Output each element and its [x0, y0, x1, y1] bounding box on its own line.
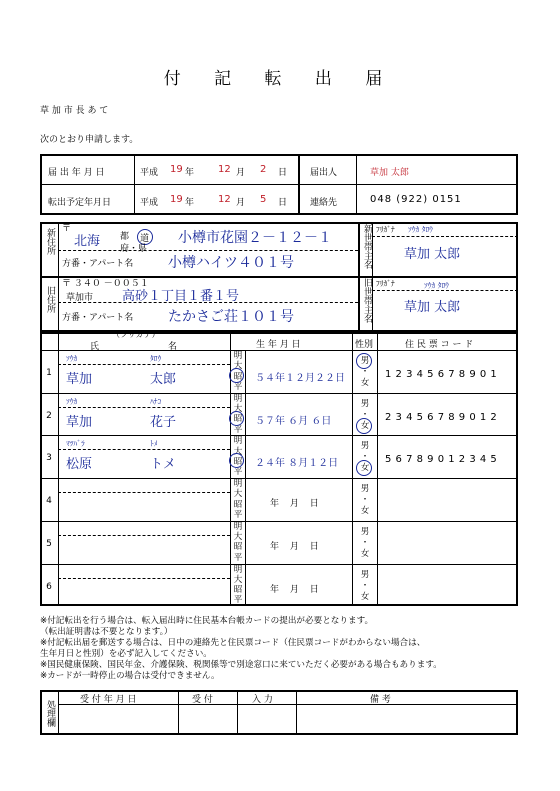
postal-mark: 〒	[62, 224, 72, 234]
note-4: 生年月日と性別）を必ず記入してください。	[40, 649, 212, 659]
sex-circle-mark	[356, 418, 372, 434]
note-2: （転出証明書は不要となります。）	[40, 627, 173, 637]
mei-header: 名	[168, 342, 178, 352]
era-option[interactable]: 昭	[233, 457, 243, 467]
era-option[interactable]: 大	[233, 532, 243, 543]
row-number: 6	[46, 581, 52, 592]
request-text: 次のとおり申請します。	[40, 135, 139, 145]
note-6: ※カードが一時停止の場合は受付できません。	[40, 671, 220, 681]
era-option[interactable]: 明	[233, 479, 243, 490]
sex-option[interactable]: 男	[360, 569, 370, 580]
era-option[interactable]: 大	[233, 489, 243, 500]
processing-col-input: 入 力	[252, 695, 273, 705]
surname[interactable]: 草加	[66, 372, 93, 387]
day-unit-2: 日	[278, 198, 288, 208]
surname-kana[interactable]: ﾏﾂﾊﾞﾗ	[66, 439, 85, 449]
sex-option[interactable]: 女	[360, 506, 370, 517]
sex-option[interactable]: 男	[360, 526, 370, 537]
old-postal[interactable]: 〒 ３４０ －００５１	[62, 279, 149, 289]
kana-divider	[58, 449, 230, 450]
out-year[interactable]: 19	[170, 194, 183, 205]
sex-option[interactable]: ・	[360, 495, 370, 506]
old-head-label: 旧世帯主名	[362, 278, 372, 323]
processing-label: 処理欄	[45, 700, 55, 727]
sex-option[interactable]: 女	[360, 591, 370, 602]
furigana-label-2: ﾌﾘｶﾞﾅ	[376, 279, 395, 288]
era-option[interactable]: 明	[233, 393, 243, 404]
birth-date-blank[interactable]: 年 月 日	[270, 584, 319, 595]
processing-col-date: 受 付 年 月 日	[80, 695, 137, 705]
notifier-label: 届出人	[310, 168, 338, 178]
era-label: 平成	[140, 168, 159, 178]
furigana-label: ﾌﾘｶﾞﾅ	[376, 225, 395, 234]
sex-option[interactable]: 男	[360, 356, 370, 366]
row-divider	[40, 435, 518, 436]
old-bldg[interactable]: たかさご荘１０１号	[168, 309, 294, 325]
kana-divider	[58, 535, 230, 536]
row-number: 4	[46, 496, 52, 507]
code-header: 住 民 票 コ ー ド	[405, 340, 474, 350]
era-option[interactable]: 平	[233, 595, 243, 606]
era-option[interactable]: 大	[233, 404, 243, 414]
processing-col-receipt: 受 付	[192, 695, 213, 705]
kana-divider	[58, 578, 230, 579]
era-option[interactable]: 明	[233, 436, 243, 447]
contact-value[interactable]: 048 (922) 0151	[370, 194, 462, 205]
furigana-header: （フリガナ）	[112, 330, 160, 339]
sex-option[interactable]: 男	[360, 441, 370, 452]
shi-header: 氏	[90, 342, 100, 352]
old-city-prefix: 草加市	[66, 293, 94, 303]
month-unit-2: 月	[236, 198, 246, 208]
surname[interactable]: 松原	[66, 457, 93, 473]
day-unit: 日	[278, 168, 288, 178]
resident-code[interactable]: 5 6 7 8 9 0 1 2 3 4 5	[385, 454, 498, 466]
row-number: 2	[46, 410, 52, 421]
resident-code[interactable]: 2 3 4 5 6 7 8 9 0 1 2	[385, 411, 498, 423]
contact-label: 連絡先	[310, 198, 338, 208]
era-option[interactable]: 昭	[233, 371, 243, 382]
row-number: 3	[46, 453, 52, 464]
new-head-label: 新世帯主名	[362, 224, 372, 269]
era-circle-mark	[229, 411, 244, 426]
surname-kana[interactable]: ｿｳｶ	[66, 354, 78, 363]
addressee: 草 加 市 長 あ て	[40, 106, 109, 116]
notify-year[interactable]: 19	[170, 164, 183, 175]
era-option[interactable]: 明	[233, 351, 243, 361]
row-divider	[40, 564, 518, 565]
out-day[interactable]: 5	[260, 194, 267, 205]
era-option[interactable]: 昭	[233, 414, 243, 425]
old-address[interactable]: 高砂１丁目１番１号	[122, 289, 240, 304]
row-number: 5	[46, 538, 52, 549]
era-option[interactable]: 平	[233, 424, 243, 435]
sex-option[interactable]: 女	[360, 548, 370, 559]
birth-header: 生 年 月 日	[256, 340, 301, 350]
sex-option[interactable]: ・	[360, 409, 370, 420]
row-divider	[40, 521, 518, 522]
year-unit-2: 年	[185, 198, 195, 208]
note-1: ※付記転出を行う場合は、転入届出時に住民基本台帳カードの提出が必要となります。	[40, 616, 374, 626]
era-option[interactable]: 昭	[233, 542, 243, 553]
era-option[interactable]: 平	[233, 381, 243, 392]
sex-option[interactable]: 女	[360, 378, 370, 388]
birth-date-blank[interactable]: 年 月 日	[270, 541, 319, 552]
surname-kana[interactable]: ｿｳｶ	[66, 396, 78, 406]
row-divider	[40, 393, 518, 394]
note-5: ※国民健康保険、国民年金、介護保険、税関係等で別途窓口に来ていただく必要がある場合もあります。	[40, 660, 442, 670]
out-month[interactable]: 12	[218, 194, 231, 205]
birth-date-blank[interactable]: 年 月 日	[270, 499, 319, 510]
birth-date[interactable]: ５７年 ６月 ６日	[255, 415, 332, 427]
given-kana[interactable]: ﾊﾅｺ	[150, 396, 162, 406]
old-head-name[interactable]: 草加 太郎	[404, 300, 461, 315]
kana-divider	[58, 407, 230, 408]
resident-code[interactable]: 1 2 3 4 5 6 7 8 9 0 1	[385, 369, 498, 380]
given-kana[interactable]: ﾄﾒ	[150, 439, 158, 449]
sex-option[interactable]: 男	[360, 484, 370, 495]
old-head-furigana[interactable]: ｿｳｶ ﾀﾛｳ	[424, 281, 449, 290]
kana-divider	[58, 364, 230, 365]
era-option[interactable]: 大	[233, 361, 243, 372]
birth-date[interactable]: ５４年１２月２２日	[255, 373, 345, 384]
sex-option[interactable]: ・	[360, 580, 370, 591]
notify-date-label: 届 出 年 月 日	[48, 168, 105, 178]
sex-option[interactable]: 女	[360, 463, 370, 474]
note-3: ※付記転出届を郵送する場合は、日中の連絡先と住民票コード（住民票コードがわからない場合は、	[40, 638, 426, 648]
new-head-furigana[interactable]: ｿｳｶ ﾀﾛｳ	[408, 225, 433, 234]
out-date-label: 転出予定年月日	[48, 198, 112, 208]
notify-day[interactable]: 2	[260, 164, 267, 175]
sex-circle-mark	[356, 353, 372, 369]
era-option[interactable]: 明	[233, 564, 243, 575]
era-option[interactable]: 大	[233, 574, 243, 585]
old-address-label: 旧住所	[45, 286, 55, 313]
sex-option[interactable]: ・	[360, 367, 370, 377]
kana-divider	[58, 492, 230, 493]
new-bldg-label: 方番・アパート名	[62, 259, 134, 269]
era-option[interactable]: 平	[233, 467, 243, 478]
given-name[interactable]: 花子	[150, 414, 177, 430]
do-label: 道	[140, 234, 150, 244]
notifier-name[interactable]: 草加 太郎	[370, 168, 409, 178]
notify-month[interactable]: 12	[218, 164, 231, 175]
given-name[interactable]: トメ	[150, 457, 176, 473]
fu-label: 府・県	[120, 244, 148, 254]
era-option[interactable]: 大	[233, 446, 243, 457]
row-divider	[40, 478, 518, 479]
new-prefecture[interactable]: 北海	[74, 234, 101, 249]
given-kana[interactable]: ﾀﾛｳ	[150, 354, 162, 363]
era-option[interactable]: 明	[233, 521, 243, 532]
era-option[interactable]: 平	[233, 552, 243, 563]
era-option[interactable]: 昭	[233, 499, 243, 510]
new-address-label: 新住所	[45, 228, 55, 255]
era-label-2: 平成	[140, 198, 159, 208]
new-city[interactable]: 小樽市花園２－１２－１	[178, 230, 332, 246]
surname[interactable]: 草加	[66, 414, 93, 430]
month-unit: 月	[236, 168, 246, 178]
to-label: 都	[120, 232, 130, 242]
sex-option[interactable]: 男	[360, 398, 370, 409]
birth-date[interactable]: ２４年 ８月１２日	[255, 458, 339, 470]
old-bldg-label: 方番・アパート名	[62, 313, 134, 323]
new-head-name[interactable]: 草加 太郎	[404, 247, 461, 262]
era-option[interactable]: 平	[233, 510, 243, 520]
sex-header: 性別	[355, 340, 374, 350]
sex-option[interactable]: ・	[360, 452, 370, 463]
sex-option[interactable]: 女	[360, 420, 370, 431]
form-title: 付 記 転 出 届	[163, 69, 397, 89]
given-name[interactable]: 太郎	[150, 372, 177, 387]
sex-option[interactable]: ・	[360, 537, 370, 548]
row-number: 1	[46, 368, 52, 378]
processing-col-remarks: 備 考	[370, 695, 391, 705]
new-bldg[interactable]: 小樽ハイツ４０１号	[168, 255, 294, 271]
year-unit: 年	[185, 168, 195, 178]
era-circle-mark	[229, 368, 244, 383]
era-option[interactable]: 昭	[233, 585, 243, 596]
